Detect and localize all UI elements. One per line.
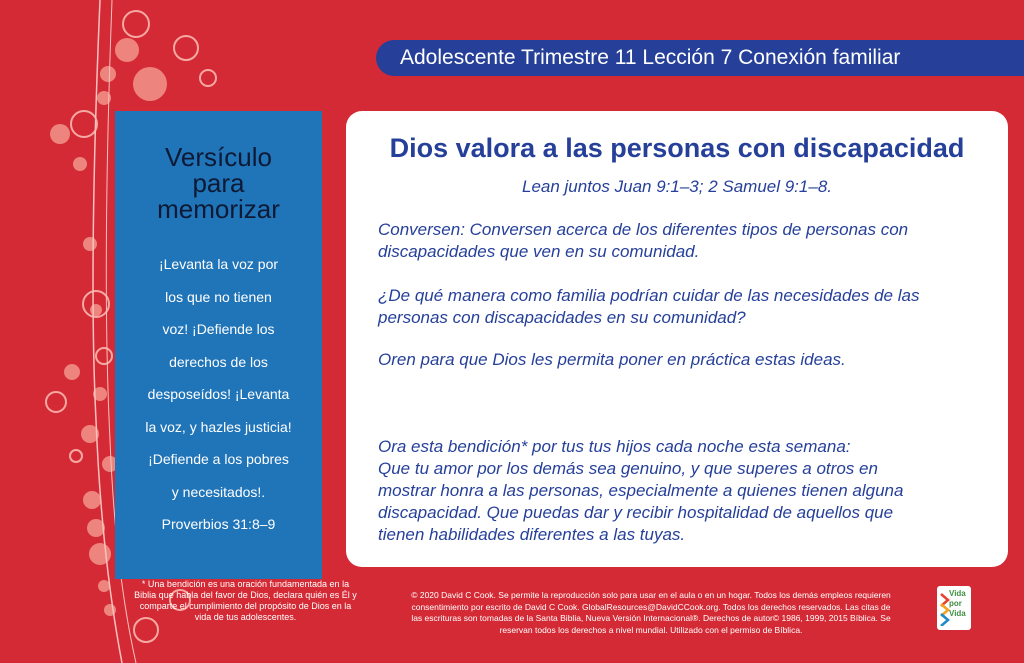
verse-line: la voz, y hazles justicia! [145, 418, 292, 435]
blessing-footnote [133, 579, 358, 623]
footnote-line: vida de tus adolescentes. [194, 612, 297, 622]
copyright-line: las escrituras son tomadas de la Santa Biblia, Nueva Versión Internacional®. Derechos de autor© 1986, 1999, 2015 Bíblica. Se [411, 613, 891, 623]
logo-line: Vida [949, 589, 966, 598]
decor-circle [83, 491, 101, 509]
footnote-line: Biblia que habla del favor de Dios, declara quién es Él y [134, 590, 357, 600]
decor-ring [46, 392, 66, 412]
text-line: tienen habilidades diferentes a las tuyas. [378, 525, 686, 544]
verse-line: los que no tienen [165, 288, 272, 305]
decor-circle [64, 364, 80, 380]
conversation-prompt [378, 219, 988, 263]
text-line: Que tu amor por los demás sea genuino, y que superes a otros en [378, 459, 878, 478]
verse-reference: Proverbios 31:8–9 [161, 516, 276, 532]
copyright-notice [378, 590, 924, 636]
verse-line: y necesitados!. [171, 483, 266, 500]
memory-title-line: para [192, 168, 245, 198]
text-line: Oren para que Dios les permita poner en práctica estas ideas. [378, 350, 846, 369]
decor-circle [115, 38, 139, 62]
memory-verse-text [115, 248, 322, 540]
decor-circle [89, 543, 111, 565]
copyright-line: reservan todos los derechos a nivel mundial. Utilizado con el permiso de Bíblica. [499, 624, 803, 635]
verse-line: ¡Levanta la voz por [158, 256, 279, 272]
decor-ring [71, 111, 97, 137]
text-line: mostrar honra a las personas, especialmente a quienes tienen alguna [378, 481, 904, 500]
verse-line: ¡Defiende a los pobres [148, 451, 289, 467]
logo-text [949, 589, 966, 619]
lesson-header-title: Adolescente Trimestre 11 Lección 7 Conexión familiar [400, 46, 901, 69]
decor-ring [174, 36, 198, 60]
memory-title-line: Versículo [165, 142, 272, 172]
decor-circle [73, 157, 87, 171]
text-line: personas con discapacidades en su comunidad? [378, 308, 746, 327]
memory-verse-card [115, 111, 322, 579]
vida-por-vida-logo [937, 586, 971, 630]
decor-circle [133, 67, 167, 101]
decor-circle [90, 304, 102, 316]
blessing-text [378, 436, 988, 546]
lesson-title: Dios valora a las personas con discapacidad [389, 133, 965, 163]
family-connection-card [346, 111, 1008, 567]
lesson-header [376, 40, 1024, 76]
footnote-line: comparte el cumplimiento del propósito de Dios en la [139, 601, 352, 611]
footnote-line: * Una bendición es una oración fundamentada en la [141, 579, 350, 589]
memory-title-line: memorizar [157, 194, 280, 224]
copyright-line: consentimiento por escrito de David C Cook. GlobalResources@DavidCCook.org. Todos los derechos reservados. Las citas de [411, 601, 891, 612]
decor-circle [83, 237, 97, 251]
copyright-line: © 2020 David C Cook. Se permite la reproducción solo para usar en el aula o en un hogar. Todos los demás empleos requieren [411, 590, 891, 600]
verse-line: derechos de los [169, 353, 268, 370]
text-line: Conversen: Conversen acerca de los diferentes tipos de personas con [378, 220, 909, 239]
family-question [378, 285, 988, 329]
text-line: discapacidades que ven en su comunidad. [378, 242, 700, 261]
decor-circle [98, 580, 110, 592]
decor-ring [70, 450, 82, 462]
reading-reference: Lean juntos Juan 9:1–3; 2 Samuel 9:1–8. [521, 177, 832, 196]
logo-line: Vida [949, 609, 966, 618]
text-line: Ora esta bendición* por tus tus hijos cada noche esta semana: [378, 437, 851, 456]
verse-line: desposeídos! ¡Levanta [147, 386, 290, 402]
memory-verse-title [115, 144, 322, 222]
text-line: ¿De qué manera como familia podrían cuidar de las necesidades de las [378, 286, 920, 305]
decor-ring [96, 348, 112, 364]
decor-ring [123, 11, 149, 37]
decor-circle [100, 66, 116, 82]
text-line: discapacidad. Que puedas dar y recibir hospitalidad de aquellos que [378, 503, 894, 522]
verse-line: voz! ¡Defiende los [162, 321, 275, 337]
prayer-prompt [378, 349, 988, 371]
logo-line: por [949, 599, 962, 608]
decor-ring [200, 70, 216, 86]
decor-circle [50, 124, 70, 144]
